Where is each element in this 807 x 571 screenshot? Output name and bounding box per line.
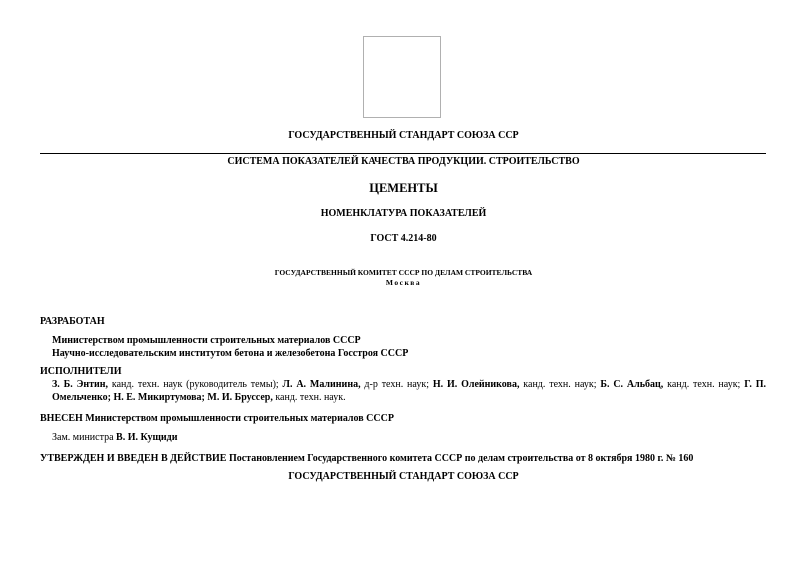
executors-list (52, 378, 766, 404)
executor-name: Н. И. Олейникова, (432, 379, 520, 390)
state-standard-footer: ГОСУДАРСТВЕННЫЙ СТАНДАРТ СОЮЗА ССР (288, 471, 519, 482)
publication-city: Москва (385, 278, 422, 287)
executor-title: канд. техн. наук (руководитель темы); (108, 379, 283, 390)
executor-name: Л. А. Малинина, (282, 379, 361, 390)
executor-name: З. Б. Энтин, (52, 379, 109, 390)
developed-heading: РАЗРАБОТАН (40, 316, 105, 327)
developed-organizations (52, 334, 408, 360)
deputy-name: В. И. Кущиди (116, 432, 178, 443)
approved-label: УТВЕРЖДЕН И ВВЕДЕН В ДЕЙСТВИЕ (40, 453, 227, 464)
deputy-minister-line (52, 431, 178, 444)
introduced-label: ВНЕСЕН (40, 413, 83, 424)
executor-title: канд. техн. наук; (519, 379, 601, 390)
gost-number: ГОСТ 4.214-80 (370, 233, 437, 244)
developed-organization-2: Научно-исследовательским институтом бетона и железобетона Госстроя СССР (52, 348, 409, 359)
state-standard-heading: ГОСУДАРСТВЕННЫЙ СТАНДАРТ СОЮЗА ССР (288, 130, 519, 141)
introduced-text: Министерством промышленности строительных материалов СССР (82, 413, 394, 424)
executor-title: канд. техн. наук. (272, 392, 346, 403)
introduced-line (40, 412, 394, 425)
developed-organization-1: Министерством промышленности строительных материалов СССР (52, 335, 361, 346)
system-heading: СИСТЕМА ПОКАЗАТЕЛЕЙ КАЧЕСТВА ПРОДУКЦИИ. СТРОИТЕЛЬСТВО (227, 156, 580, 167)
deputy-label: Зам. министра (52, 432, 117, 443)
approved-text: Постановлением Государственного комитета СССР по делам строительства от 8 октября 1980 г. № 160 (226, 453, 694, 464)
document-subtitle: НОМЕНКЛАТУРА ПОКАЗАТЕЛЕЙ (320, 208, 487, 219)
emblem-placeholder (363, 36, 441, 118)
header-divider (40, 153, 766, 154)
approved-line (40, 452, 693, 465)
executor-title: д-р техн. наук; (360, 379, 433, 390)
executor-name: Г. П. Омельченко; Н. Е. Микиртумова; М. И. Бруссер, (52, 379, 767, 403)
executors-heading: ИСПОЛНИТЕЛИ (40, 366, 122, 377)
executor-title: канд. техн. наук; (663, 379, 745, 390)
committee-name: ГОСУДАРСТВЕННЫЙ КОМИТЕТ СССР ПО ДЕЛАМ СТРОИТЕЛЬСТВА (274, 268, 533, 277)
executor-name: Б. С. Альбац, (600, 379, 664, 390)
document-title: ЦЕМЕНТЫ (369, 181, 438, 195)
